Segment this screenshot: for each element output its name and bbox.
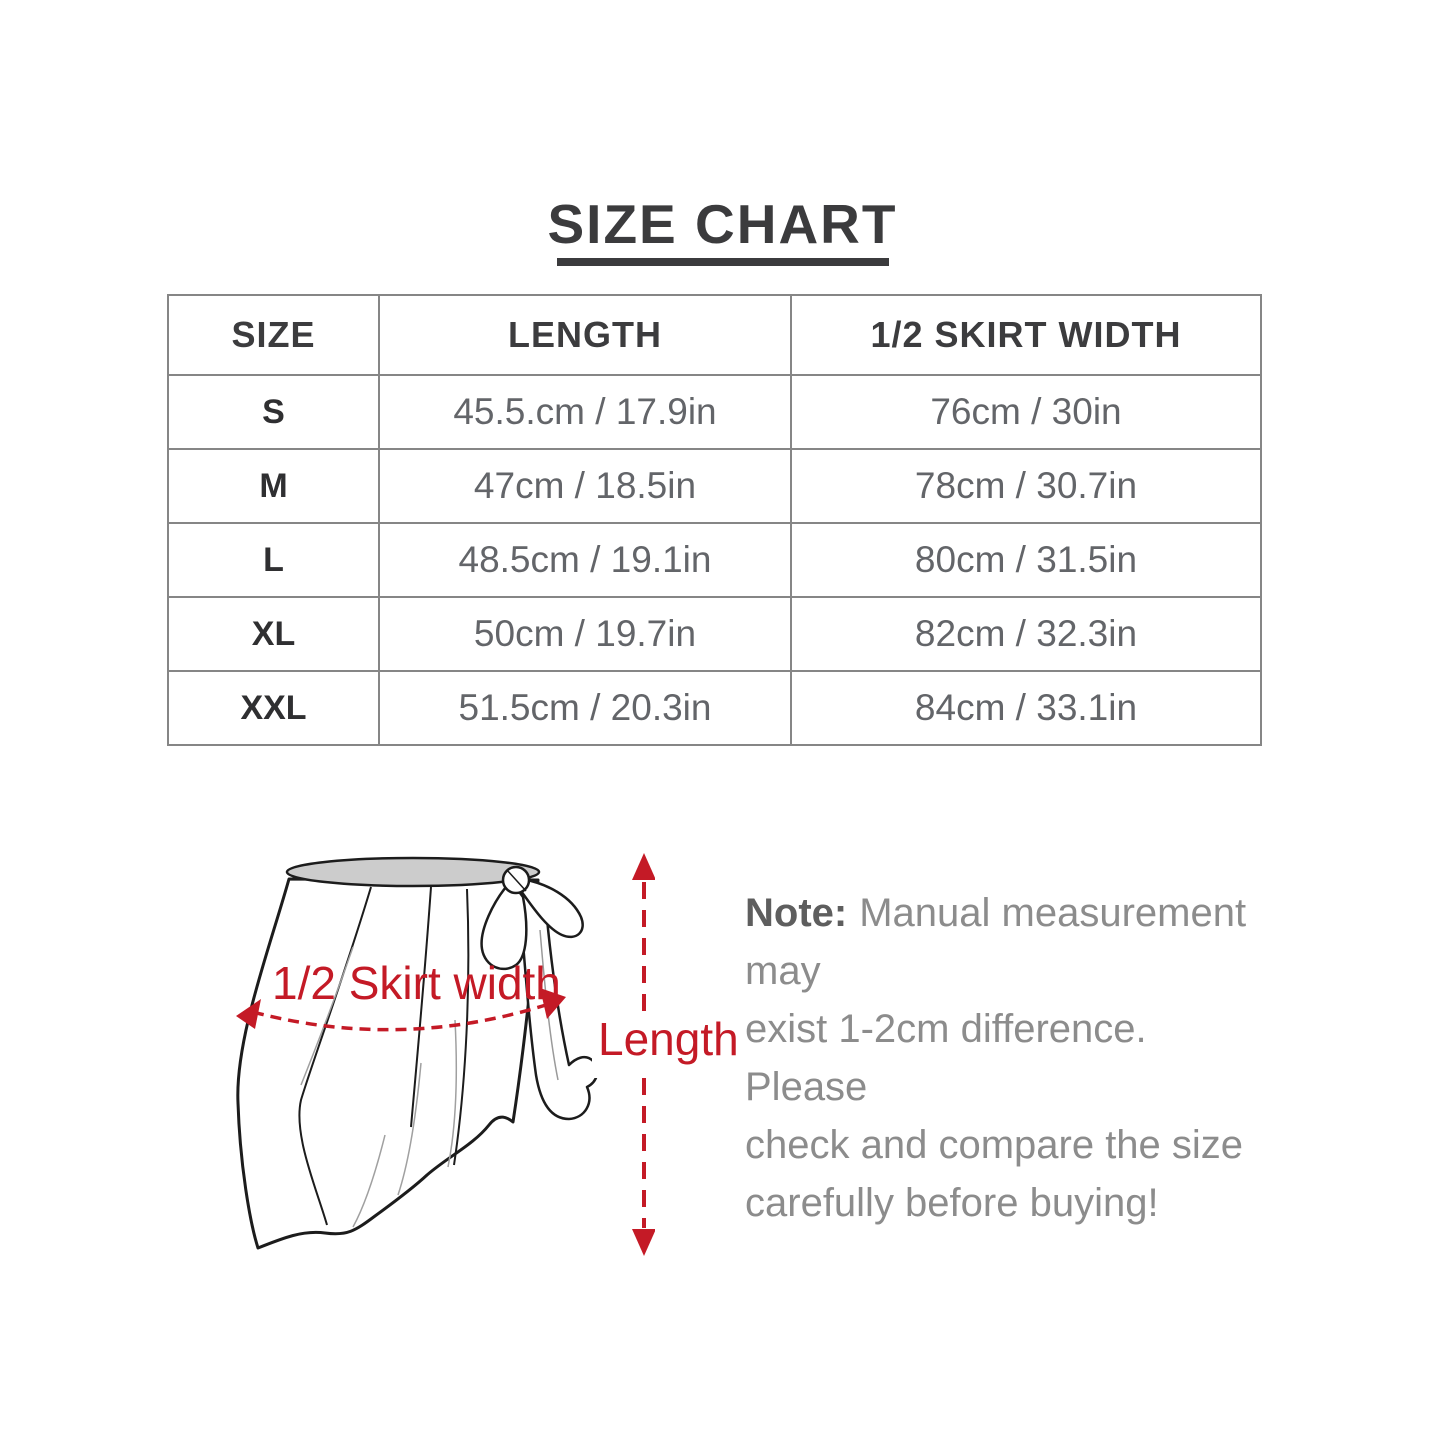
half-width-value: 76cm / 30in	[791, 375, 1261, 449]
length-value: 48.5cm / 19.1in	[379, 523, 791, 597]
size-value: XL	[168, 597, 379, 671]
note-line-text: Manual measurement may	[745, 891, 1247, 993]
length-value: 45.5.cm / 17.9in	[379, 375, 791, 449]
size-value: M	[168, 449, 379, 523]
size-value: XXL	[168, 671, 379, 745]
col-header-half-skirt-width: 1/2 SKIRT WIDTH	[791, 295, 1261, 375]
col-header-length: LENGTH	[379, 295, 791, 375]
skirt-width-label: 1/2 Skirt width	[272, 957, 561, 1009]
half-width-value: 78cm / 30.7in	[791, 449, 1261, 523]
title-underline	[557, 258, 889, 266]
length-label: Length	[592, 1014, 745, 1078]
length-value: 51.5cm / 20.3in	[379, 671, 791, 745]
note-line: check and compare the size	[745, 1123, 1244, 1167]
table-header-row	[168, 295, 1261, 375]
half-width-value: 80cm / 31.5in	[791, 523, 1261, 597]
note-line: exist 1-2cm difference. Please	[745, 1007, 1147, 1109]
table-row	[168, 523, 1261, 597]
note-block	[745, 884, 1265, 1232]
note-line: carefully before buying!	[745, 1181, 1159, 1225]
table-row	[168, 671, 1261, 745]
length-value: 50cm / 19.7in	[379, 597, 791, 671]
col-header-size: SIZE	[168, 295, 379, 375]
skirt-outline-drawing	[238, 858, 597, 1248]
note-prefix: Note:	[745, 891, 848, 935]
note-line	[745, 884, 1265, 1000]
page-title: SIZE CHART	[547, 193, 898, 255]
size-table	[167, 294, 1262, 746]
size-value: L	[168, 523, 379, 597]
skirt-diagram-illustration	[225, 835, 655, 1315]
table-row	[168, 597, 1261, 671]
table-row	[168, 449, 1261, 523]
title-block	[0, 193, 1445, 266]
length-value: 47cm / 18.5in	[379, 449, 791, 523]
size-value: S	[168, 375, 379, 449]
waistband	[287, 858, 539, 886]
half-width-value: 84cm / 33.1in	[791, 671, 1261, 745]
table-row	[168, 375, 1261, 449]
half-width-value: 82cm / 32.3in	[791, 597, 1261, 671]
